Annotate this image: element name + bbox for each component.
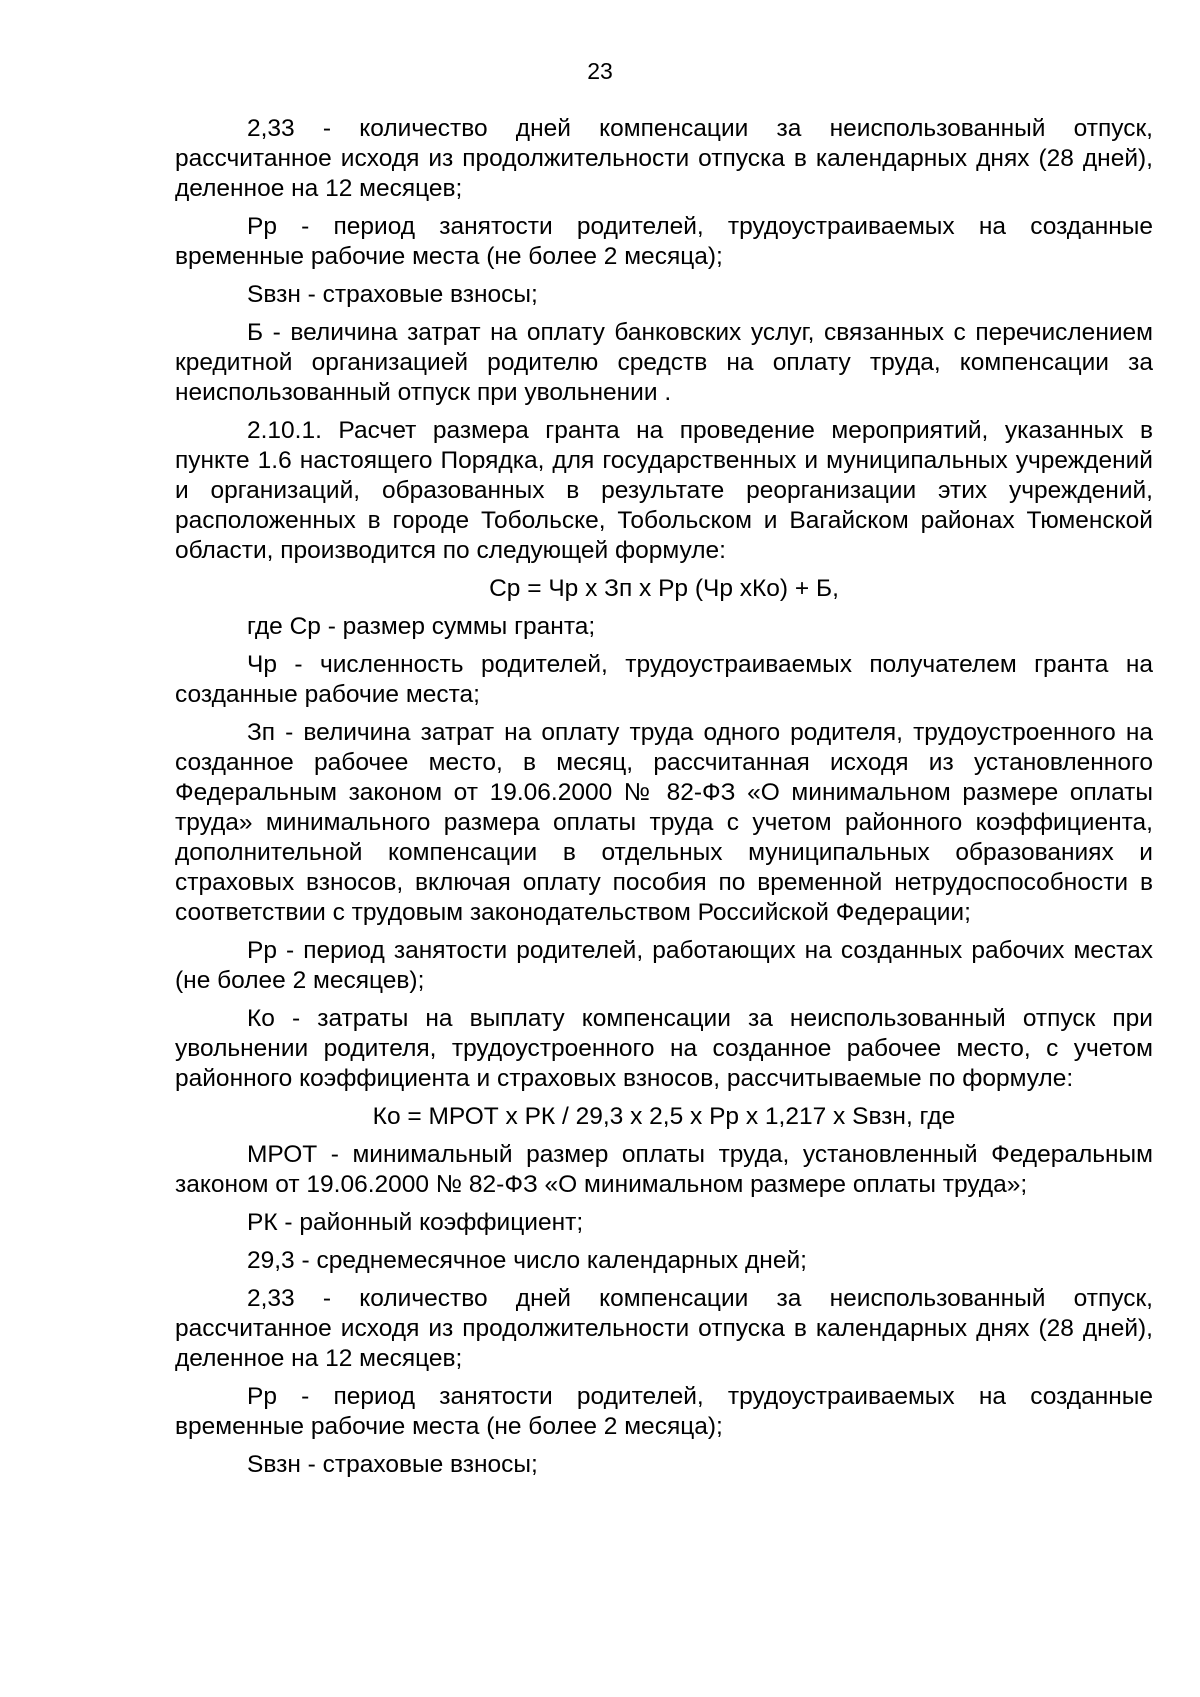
paragraph: Sвзн - страховые взносы; (247, 281, 538, 308)
paragraph: где Ср - размер суммы гранта; (247, 613, 596, 640)
paragraph: 2.10.1. Расчет размера гранта на проведение мероприятий, указанных в пункте 1.6 настоящего Порядка, для государственных и муниципальных учреждений и организаций, образованных в результате реорганизации этих учреждений, расположенных в городе Тобольске, Тобольском и Вагайском районах Тюменской области, производится по следующей формуле: (175, 417, 1153, 564)
paragraph: МРОТ - минимальный размер оплаты труда, установленный Федеральным законом от 19.06.2000 № 82-ФЗ «О минимальном размере оплаты труда»; (175, 1141, 1153, 1198)
formula-grant: Ср = Чр х Зп х Рр (Чр хКо) + Б, (489, 575, 839, 602)
paragraph: 2,33 - количество дней компенсации за неиспользованный отпуск, рассчитанное исходя из продолжительности отпуска в календарных днях (28 дней), деленное на 12 месяцев; (175, 1285, 1153, 1372)
formula-compensation: Ко = МРОТ х РК / 29,3 х 2,5 х Рр х 1,217 х Sвзн, где (372, 1103, 956, 1130)
paragraph: 29,3 - среднемесячное число календарных дней; (247, 1247, 807, 1274)
paragraph: Рр - период занятости родителей, работающих на созданных рабочих местах (не более 2 месяцев); (175, 937, 1153, 994)
page-number: 23 (587, 58, 613, 84)
paragraph: Б - величина затрат на оплату банковских услуг, связанных с перечислением кредитной организацией родителю средств на оплату труда, компенсации за неиспользованный отпуск при увольнении . (175, 319, 1153, 406)
paragraph: Чр - численность родителей, трудоустраиваемых получателем гранта на созданные рабочие места; (175, 651, 1153, 708)
document-body (175, 114, 1153, 1488)
paragraph: РК - районный коэффициент; (247, 1209, 584, 1236)
paragraph: Sвзн - страховые взносы; (247, 1451, 538, 1478)
paragraph: Рр - период занятости родителей, трудоустраиваемых на созданные временные рабочие места (не более 2 месяца); (175, 213, 1153, 270)
paragraph: Ко - затраты на выплату компенсации за неиспользованный отпуск при увольнении родителя, трудоустроенного на созданное рабочее место, с учетом районного коэффициента и страховых взносов, рассчитываемые по формуле: (175, 1005, 1153, 1092)
paragraph: Зп - величина затрат на оплату труда одного родителя, трудоустроенного на созданное рабочее место, в месяц, рассчитанная исходя из установленного Федеральным законом от 19.06.2000 № 82-ФЗ «О минимальном размере оплаты труда» минимального размера оплаты труда с учетом районного коэффициента, дополнительной компенсации в отдельных муниципальных образованиях и страховых взносов, включая оплату пособия по временной нетрудоспособности в соответствии с трудовым законодательством Российской Федерации; (175, 719, 1153, 926)
paragraph: Рр - период занятости родителей, трудоустраиваемых на созданные временные рабочие места (не более 2 месяца); (175, 1383, 1153, 1440)
paragraph: 2,33 - количество дней компенсации за неиспользованный отпуск, рассчитанное исходя из продолжительности отпуска в календарных днях (28 дней), деленное на 12 месяцев; (175, 115, 1153, 202)
